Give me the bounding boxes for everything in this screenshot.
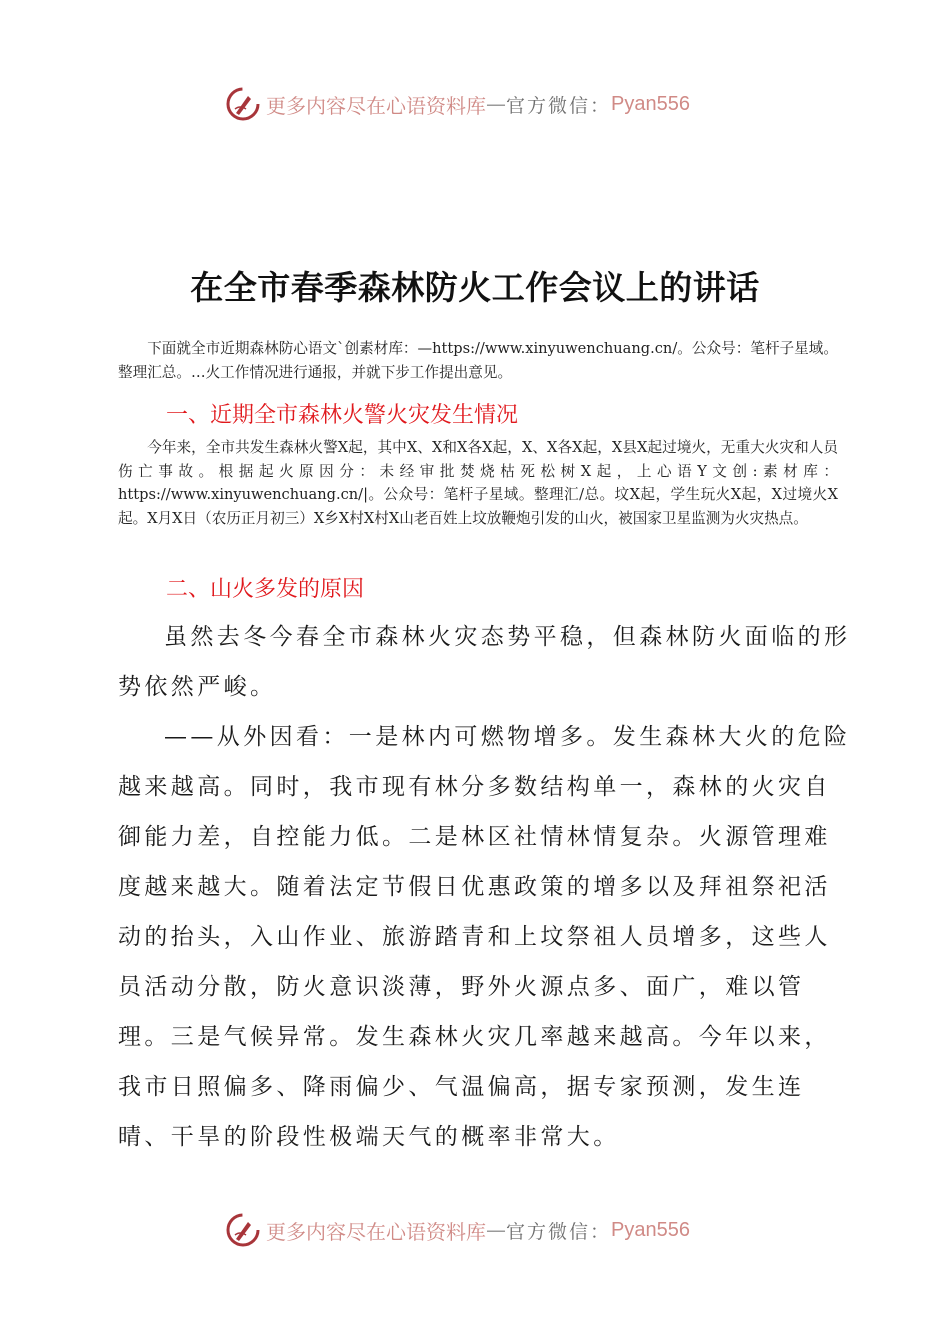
banner-wechat-id: Pyan556 <box>611 92 690 115</box>
intro-paragraph: 下面就全市近期森林防心语文`创素材库：—https://www.xinyuwenchuang.cn/。公众号：笔杆子星域。整理汇总。…火工作情况进行通报，并就下步工作提出意见。 <box>118 340 838 381</box>
section-1-heading: 一、近期全市森林火警火灾发生情况 <box>166 403 519 428</box>
quill-pen-logo-icon <box>226 1213 260 1247</box>
footer-watermark-banner <box>226 1208 726 1252</box>
banner-wechat-label: 官方微信： <box>506 94 612 117</box>
section-2-paragraph-1: 虽然去冬今春全市森林火灾态势平稳，但森林防火面临的形势依然严峻。 <box>118 624 851 700</box>
banner-wechat-id: Pyan556 <box>611 1218 690 1241</box>
section-1-body: 今年来，全市共发生森林火警X起，其中X、X和X各X起，X、X各X起，X县X起过境火，无重大火灾和人员伤亡事故。根据起火原因分：未经审批焚烧枯死松树X起，上心语Y文创:素材库：https://www.xinyuwenchuang.cn/|。公众号：笔杆子星域。整理汇/总。坟X起，学生玩火X起，X过境火X起。X月X日（农历正月初三）X乡X村X村X山老百姓上坟放鞭炮引发的山火，被国家卫星监测为火灾热点。 <box>118 439 838 527</box>
banner-wechat-label: 官方微信： <box>506 1220 612 1243</box>
banner-dash: — <box>486 1218 506 1242</box>
banner-slogan: 更多内容尽在心语资料库 <box>266 1219 486 1244</box>
header-watermark-banner <box>226 82 726 126</box>
document-title: 在全市春季森林防火工作会议上的讲话 <box>190 268 760 307</box>
banner-slogan: 更多内容尽在心语资料库 <box>266 93 486 118</box>
quill-pen-logo-icon <box>226 87 260 121</box>
banner-dash: — <box>486 92 506 116</box>
section-2-paragraph-2: ——从外因看：一是林内可燃物增多。发生森林大火的危险越来越高。同时，我市现有林分多数结构单一，森林的火灾自御能力差，自控能力低。二是林区社情林情复杂。火源管理难度越来越大。随着法定节假日优惠政策的增多以及拜祖祭祀活动的抬头，入山作业、旅游踏青和上坟祭祖人员增多，这些人员活动分散，防火意识淡薄，野外火源点多、面广，难以管理。三是气候异常。发生森林火灾几率越来越高。今年以来，我市日照偏多、降雨偏少、气温偏高，据专家预测，发生连晴、干旱的阶段性极端天气的概率非常大。 <box>118 724 851 1150</box>
section-2-heading: 二、山火多发的原因 <box>166 577 365 602</box>
